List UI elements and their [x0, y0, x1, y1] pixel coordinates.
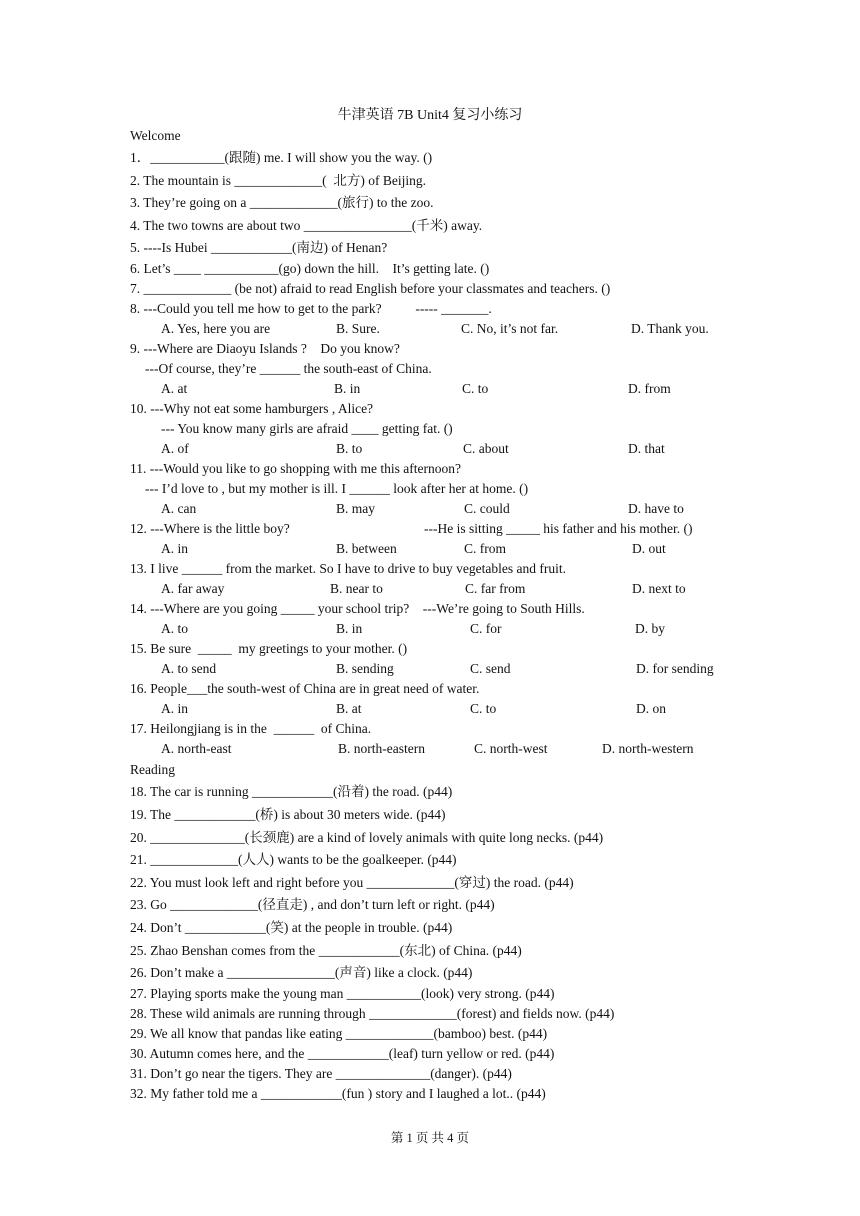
- question-11-answer-line: --- I’d love to , but my mother is ill. I ______ look after her at home. (): [145, 481, 529, 496]
- question-26: 26. Don’t make a ________________(声音) like a clock. (p44): [130, 965, 473, 980]
- option-q8-c: C. No, it’s not far.: [461, 321, 559, 336]
- question-10: 10. ---Why not eat some hamburgers , Alice?: [130, 401, 374, 416]
- page-footer: 第 1 页 共 4 页: [390, 1131, 470, 1145]
- option-q12-c: C. from: [464, 541, 506, 556]
- option-q17-d: D. north-western: [602, 741, 694, 756]
- question-10-answer-line: --- You know many girls are afraid ____ getting fat. (): [161, 421, 453, 436]
- option-q16-c: C. to: [470, 701, 497, 716]
- question-16: 16. People___the south-west of China are in great need of water.: [130, 681, 480, 696]
- option-q15-d: D. for sending: [636, 661, 714, 676]
- option-q11-b: B. may: [336, 501, 375, 516]
- option-q11-c: C. could: [464, 501, 510, 516]
- option-q12-a: A. in: [161, 541, 188, 556]
- question-2: 2. The mountain is _____________( 北方) of Beijing.: [130, 173, 426, 188]
- option-q9-d: D. from: [628, 381, 671, 396]
- question-7: 7. _____________ (be not) afraid to read English before your classmates and teachers. (): [130, 281, 611, 296]
- option-q15-a: A. to send: [161, 661, 217, 676]
- question-21: 21. _____________(人人) wants to be the goalkeeper. (p44): [130, 852, 457, 867]
- question-6: 6. Let’s ____ ___________(go) down the hill. It’s getting late. (): [130, 261, 490, 276]
- option-q17-c: C. north-west: [474, 741, 548, 756]
- section-welcome: Welcome: [130, 128, 181, 143]
- option-q12-d: D. out: [632, 541, 666, 556]
- question-18: 18. The car is running ____________(沿着) the road. (p44): [130, 784, 453, 799]
- question-14: 14. ---Where are you going _____ your school trip? ---We’re going to South Hills.: [130, 601, 585, 616]
- option-q17-b: B. north-eastern: [338, 741, 425, 756]
- question-30: 30. Autumn comes here, and the ____________(leaf) turn yellow or red. (p44): [130, 1046, 555, 1061]
- question-9-answer-line: ---Of course, they’re ______ the south-east of China.: [145, 361, 432, 376]
- question-15: 15. Be sure _____ my greetings to your mother. (): [130, 641, 408, 656]
- question-28: 28. These wild animals are running through _____________(forest) and fields now. (p44): [130, 1006, 615, 1021]
- option-q14-b: B. in: [336, 621, 363, 636]
- question-22: 22. You must look left and right before you _____________(穿过) the road. (p44): [130, 875, 574, 890]
- option-q9-b: B. in: [334, 381, 361, 396]
- option-q9-c: C. to: [462, 381, 489, 396]
- question-20: 20. ______________(长颈鹿) are a kind of lovely animals with quite long necks. (p44): [130, 830, 604, 845]
- option-q8-d: D. Thank you.: [631, 321, 709, 336]
- question-32: 32. My father told me a ____________(fun ) story and I laughed a lot.. (p44): [130, 1086, 546, 1101]
- option-q13-d: D. next to: [632, 581, 686, 596]
- section-reading: Reading: [130, 762, 175, 777]
- option-q13-c: C. far from: [465, 581, 526, 596]
- document-title: 牛津英语 7B Unit4 复习小练习: [337, 108, 523, 123]
- question-4: 4. The two towns are about two ________________(千米) away.: [130, 218, 483, 233]
- option-q15-c: C. send: [470, 661, 511, 676]
- question-23: 23. Go _____________(径直走) , and don’t turn left or right. (p44): [130, 897, 495, 912]
- option-q8-a: A. Yes, here you are: [161, 321, 271, 336]
- question-12: 12. ---Where is the little boy?: [130, 521, 290, 536]
- question-11: 11. ---Would you like to go shopping with me this afternoon?: [130, 461, 461, 476]
- question-19: 19. The ____________(桥) is about 30 meters wide. (p44): [130, 807, 446, 822]
- option-q14-a: A. to: [161, 621, 188, 636]
- option-q11-a: A. can: [161, 501, 197, 516]
- question-31: 31. Don’t go near the tigers. They are ______________(danger). (p44): [130, 1066, 512, 1081]
- option-q11-d: D. have to: [628, 501, 684, 516]
- question-8: 8. ---Could you tell me how to get to the park? ----- _______.: [130, 301, 492, 316]
- option-q14-c: C. for: [470, 621, 502, 636]
- option-q8-b: B. Sure.: [336, 321, 380, 336]
- option-q13-b: B. near to: [330, 581, 383, 596]
- option-q10-b: B. to: [336, 441, 363, 456]
- option-q16-b: B. at: [336, 701, 362, 716]
- option-q10-a: A. of: [161, 441, 189, 456]
- option-q16-d: D. on: [636, 701, 666, 716]
- option-q16-a: A. in: [161, 701, 188, 716]
- question-13: 13. I live ______ from the market. So I have to drive to buy vegetables and fruit.: [130, 561, 567, 576]
- question-12-answer: ---He is sitting _____ his father and his mother. (): [424, 521, 693, 536]
- option-q10-d: D. that: [628, 441, 665, 456]
- question-17: 17. Heilongjiang is in the ______ of China.: [130, 721, 372, 736]
- question-5: 5. ----Is Hubei ____________(南边) of Henan?: [130, 240, 388, 255]
- question-3: 3. They’re going on a _____________(旅行) to the zoo.: [130, 195, 434, 210]
- question-25: 25. Zhao Benshan comes from the ____________(东北) of China. (p44): [130, 943, 522, 958]
- question-29: 29. We all know that pandas like eating _____________(bamboo) best. (p44): [130, 1026, 548, 1041]
- option-q10-c: C. about: [463, 441, 509, 456]
- question-1: 1．___________(跟随) me. I will show you the way. (): [130, 150, 433, 165]
- option-q13-a: A. far away: [161, 581, 225, 596]
- option-q17-a: A. north-east: [161, 741, 232, 756]
- question-27: 27. Playing sports make the young man ___________(look) very strong. (p44): [130, 986, 555, 1001]
- question-9: 9. ---Where are Diaoyu Islands ? Do you know?: [130, 341, 400, 356]
- option-q14-d: D. by: [635, 621, 665, 636]
- option-q12-b: B. between: [336, 541, 397, 556]
- option-q15-b: B. sending: [336, 661, 394, 676]
- option-q9-a: A. at: [161, 381, 188, 396]
- question-24: 24. Don’t ____________(笑) at the people in trouble. (p44): [130, 920, 453, 935]
